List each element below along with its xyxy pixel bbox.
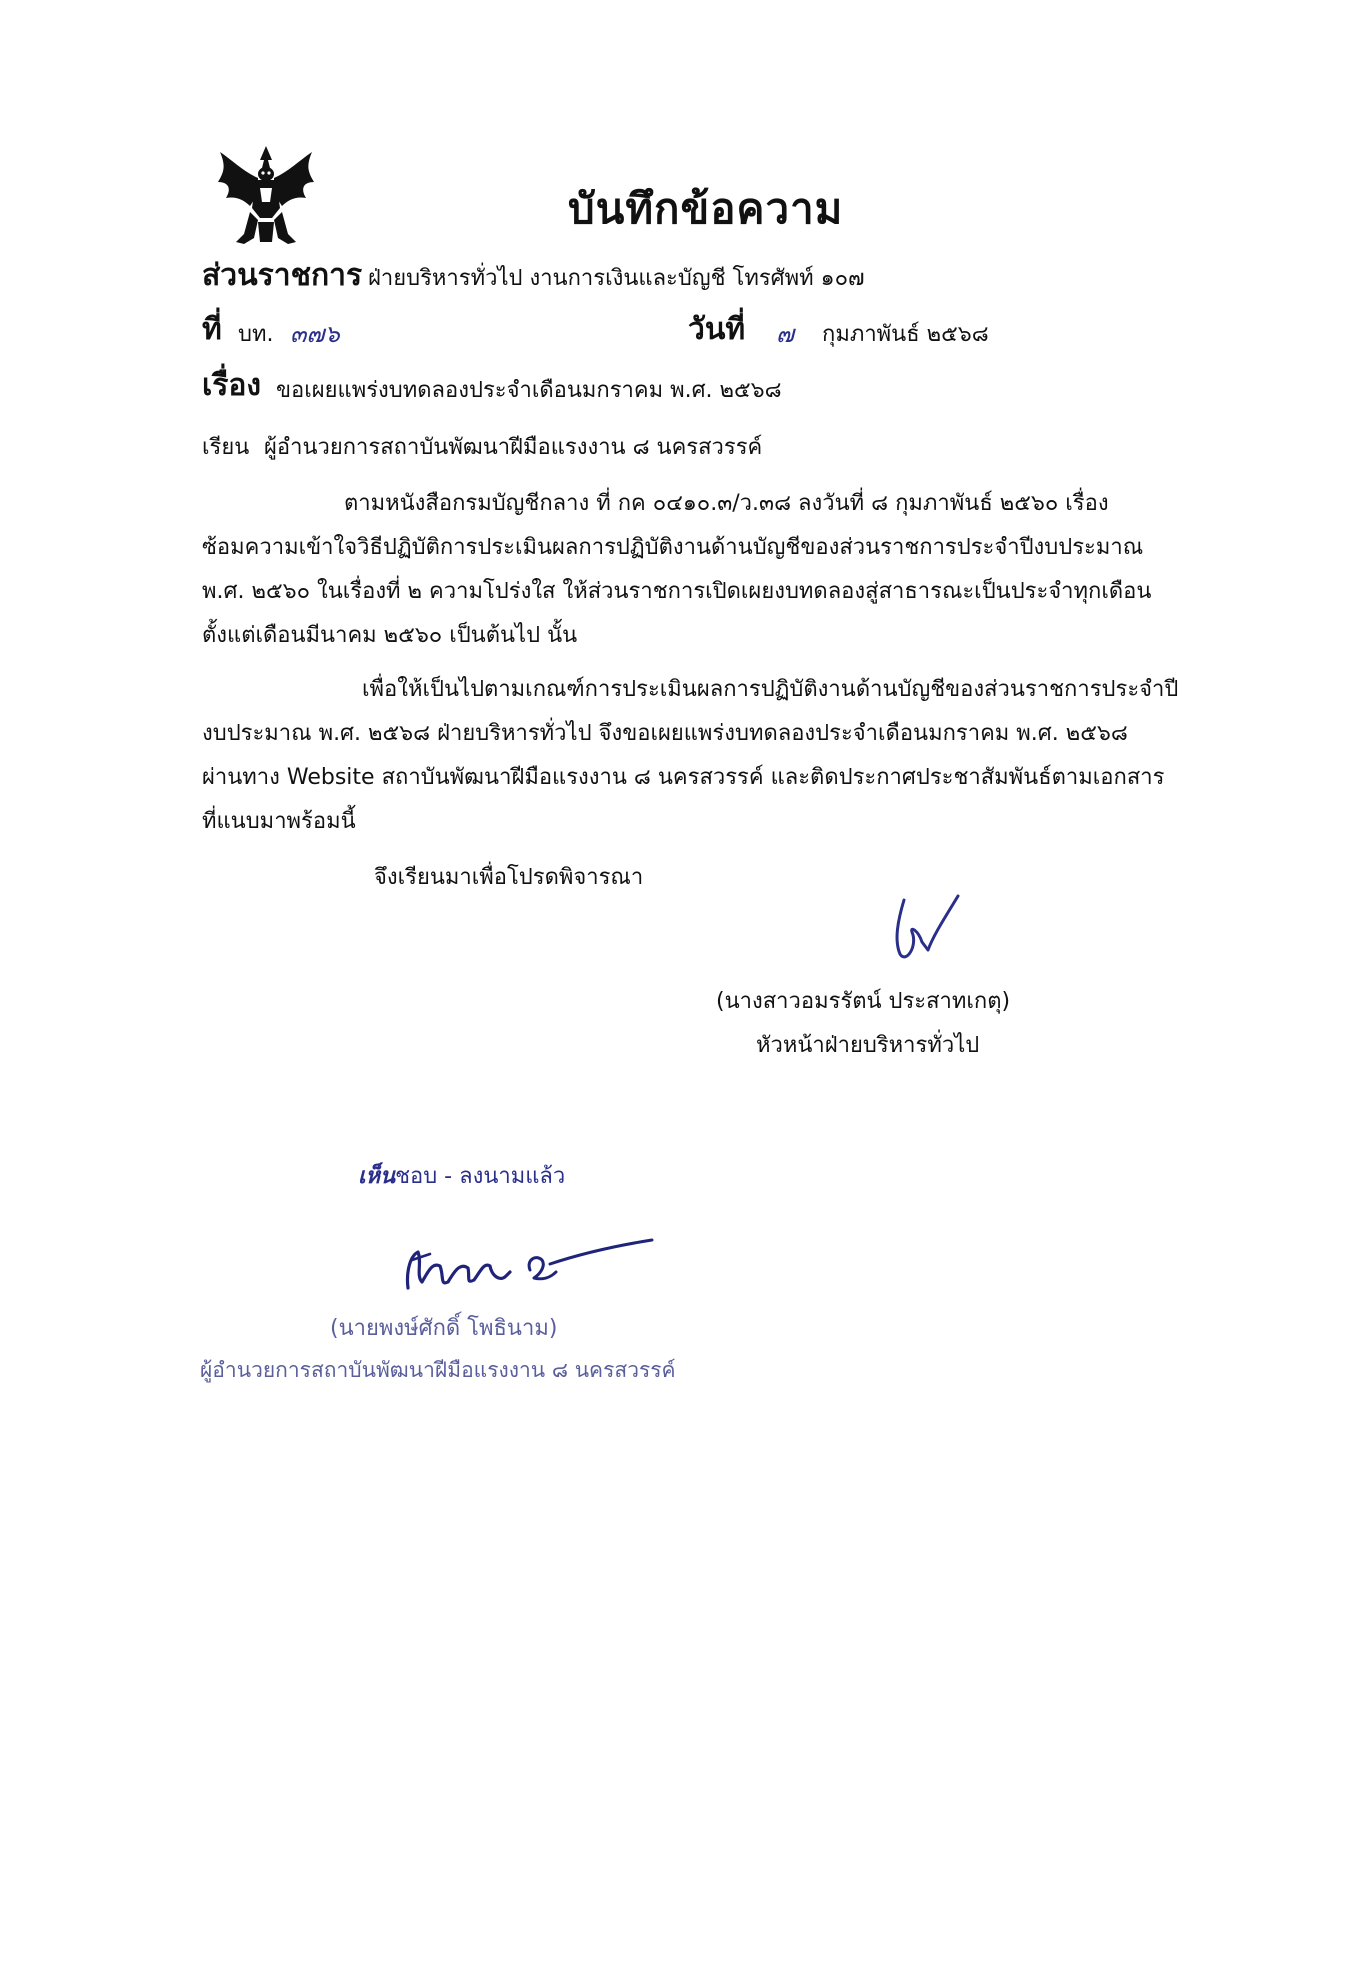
signature-director — [400, 1232, 660, 1302]
salutation-label: เรียน — [202, 435, 250, 460]
paragraph-line: ซ้อมความเข้าใจวิธีปฏิบัติการประเมินผลการปฏิบัติงานด้านบัญชีของส่วนราชการประจำปีงบประมาณ — [202, 535, 1144, 560]
garuda-emblem-icon — [214, 142, 318, 250]
signature-head-of-admin — [888, 890, 968, 970]
salutation-recipient: ผู้อำนวยการสถาบันพัฒนาฝีมือแรงงาน ๘ นครสวรรค์ — [264, 435, 763, 460]
paragraph-line: ตามหนังสือกรมบัญชีกลาง ที่ กค ๐๔๑๐.๓/ว.๓๘ ลงวันที่ ๘ กุมภาพันธ์ ๒๕๖๐ เรื่อง — [344, 491, 1109, 516]
date-month-year: กุมภาพันธ์ ๒๕๖๘ — [822, 322, 989, 347]
department-value: ฝ่ายบริหารทั่วไป งานการเงินและบัญชี โทรศัพท์ ๑๐๗ — [368, 266, 865, 291]
paragraph-line: พ.ศ. ๒๕๖๐ ในเรื่องที่ ๒ ความโปร่งใส ให้ส่วนราชการเปิดเผยงบทดลองสู่สาธารณะเป็นประจำทุกเดือน — [202, 579, 1152, 604]
date-label: วันที่ — [688, 312, 746, 347]
reference-number: ๓๗๖ — [290, 320, 340, 348]
department-label: ส่วนราชการ — [202, 258, 363, 293]
approver-position: ผู้อำนวยการสถาบันพัฒนาฝีมือแรงงาน ๘ นครสวรรค์ — [200, 1358, 676, 1382]
signer-position: หัวหน้าฝ่ายบริหารทั่วไป — [756, 1033, 980, 1058]
date-day: ๗ — [776, 320, 795, 348]
paragraph-line: เพื่อให้เป็นไปตามเกณฑ์การประเมินผลการปฏิบัติงานด้านบัญชีของส่วนราชการประจำปี — [362, 677, 1179, 702]
closing-text: จึงเรียนมาเพื่อโปรดพิจารณา — [374, 865, 644, 890]
paragraph-line: งบประมาณ พ.ศ. ๒๕๖๘ ฝ่ายบริหารทั่วไป จึงขอเผยแพร่งบทดลองประจำเดือนมกราคม พ.ศ. ๒๕๖๘ — [202, 721, 1128, 746]
approver-name: (นายพงษ์ศักดิ์ โพธินาม) — [330, 1316, 558, 1341]
approval-handwritten: เห็น — [358, 1163, 396, 1189]
memo-title: บันทึกข้อความ — [568, 184, 844, 233]
paragraph-line: ผ่านทาง Website สถาบันพัฒนาฝีมือแรงงาน ๘ นครสวรรค์ และติดประกาศประชาสัมพันธ์ตามเอกสาร — [202, 765, 1165, 790]
reference-label: ที่ — [202, 312, 222, 347]
signer-name: (นางสาวอมรรัตน์ ประสาทเกตุ) — [716, 989, 1011, 1014]
subject-value: ขอเผยแพร่งบทดลองประจำเดือนมกราคม พ.ศ. ๒๕๖๘ — [276, 378, 782, 403]
approval-note — [358, 1158, 565, 1193]
paragraph-line: ตั้งแต่เดือนมีนาคม ๒๕๖๐ เป็นต้นไป นั้น — [202, 623, 578, 648]
paragraph-line: ที่แนบมาพร้อมนี้ — [202, 809, 356, 834]
approval-stamped: ชอบ - ลงนามแล้ว — [395, 1164, 566, 1189]
reference-prefix: บท. — [238, 322, 274, 347]
subject-label: เรื่อง — [202, 368, 262, 403]
